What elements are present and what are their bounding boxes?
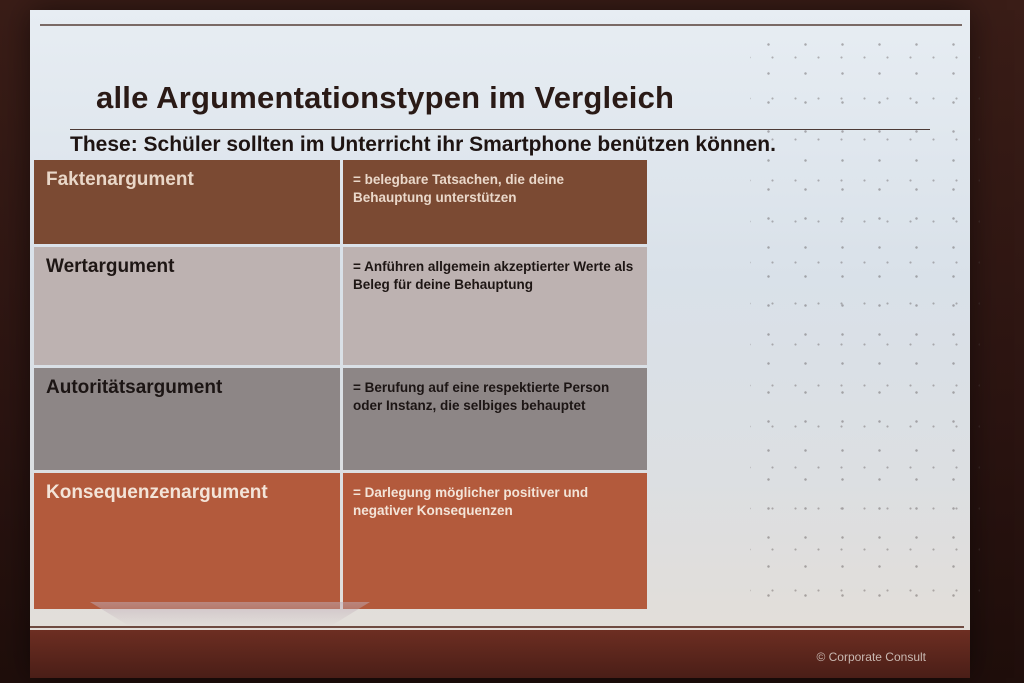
- row-konsequenzenargument-name: Konsequenzenargument: [34, 473, 340, 609]
- row-faktenargument-description: = belegbare Tatsachen, die deine Behauptung unterstützen: [343, 160, 647, 244]
- row-autoritaetsargument-name: Autoritätsargument: [34, 368, 340, 470]
- row-wertargument-description: = Anführen allgemein akzeptierter Werte als Beleg für deine Behauptung: [343, 247, 647, 365]
- copyright-text: © Corporate Consult: [816, 650, 926, 664]
- row-konsequenzenargument-description: = Darlegung möglicher positiver und negativer Konsequenzen: [343, 473, 647, 609]
- top-border-line: [40, 24, 962, 26]
- projected-slide: [30, 10, 970, 678]
- tab-shadow-decoration: [90, 602, 370, 626]
- argument-types-table: [34, 160, 648, 609]
- row-wertargument-name: Wertargument: [34, 247, 340, 365]
- footer-bar: [30, 630, 970, 678]
- thesis-statement: These: Schüler sollten im Unterricht ihr Smartphone benützen können.: [70, 133, 776, 156]
- title-underline: [70, 129, 930, 130]
- screen-dust-speckles: [750, 30, 980, 610]
- slide-title: alle Argumentationstypen im Vergleich: [96, 80, 675, 115]
- row-autoritaetsargument-description: = Berufung auf eine respektierte Person oder Instanz, die selbiges behauptet: [343, 368, 647, 470]
- row-faktenargument-name: Faktenargument: [34, 160, 340, 244]
- bottom-border-line: [30, 626, 964, 628]
